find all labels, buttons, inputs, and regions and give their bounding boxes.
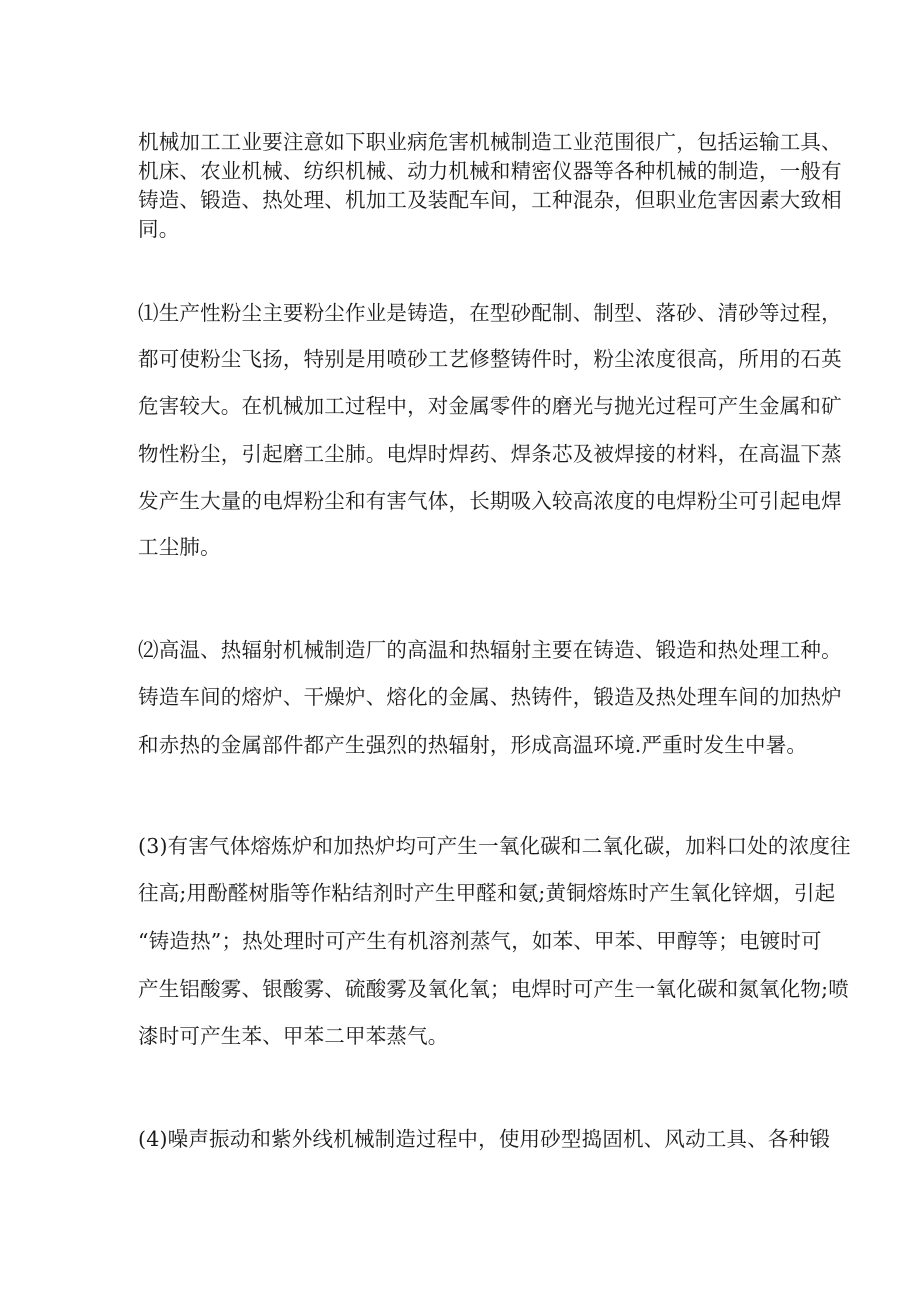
text-line: 和赤热的金属部件都产生强烈的热辐射，形成高温环境.严重时发生中暑。: [138, 733, 808, 757]
text-line: 往高;用酚醛树脂等作粘结剂时产生甲醛和氨;黄铜熔炼时产生氧化锌烟，引起: [138, 881, 836, 905]
text-line: 漆时可产生苯、甲苯二甲苯蒸气。: [138, 1024, 449, 1048]
text-line: 发产生大量的电焊粉尘和有害气体，长期吸入较高浓度的电焊粉尘可引起电焊: [138, 489, 842, 513]
text-line: ⑴生产性粉尘主要粉尘作业是铸造，在型砂配制、制型、落砂、清砂等过程，: [138, 301, 842, 325]
text-line: 物性粉尘，引起磨工尘肺。电焊时焊药、焊条芯及被焊接的材料，在高温下蒸: [138, 442, 842, 466]
text-line: 铸造车间的熔炉、干燥炉、熔化的金属、热铸件，锻造及热处理车间的加热炉: [138, 685, 842, 709]
text-line: (3)有害气体熔炼炉和加热炉均可产生一氧化碳和二氧化碳，加料口处的浓度往: [138, 834, 851, 858]
text-line: 铸造、锻造、热处理、机加工及装配车间，工种混杂，但职业危害因素大致相: [138, 188, 842, 212]
text-line: 同。: [138, 217, 180, 241]
text-line: 危害较大。在机械加工过程中，对金属零件的磨光与抛光过程可产生金属和矿: [138, 394, 842, 418]
text-line: 工尘肺。: [138, 535, 221, 559]
text-line: (4)噪声振动和紫外线机械制造过程中，使用砂型捣固机、风动工具、各种锻: [138, 1127, 831, 1151]
text-line: 产生铝酸雾、银酸雾、硫酸雾及氧化氧；电焊时可产生一氧化碳和氮氧化物;喷: [138, 977, 849, 1001]
text-line: ⑵高温、热辐射机械制造厂的高温和热辐射主要在铸造、锻造和热处理工种。: [138, 638, 842, 662]
text-line: 机械加工工业要注意如下职业病危害机械制造工业范围很广，包括运输工具、: [138, 130, 842, 154]
text-line: 都可使粉尘飞扬，特别是用喷砂工艺修整铸件时，粉尘浓度很高，所用的石英: [138, 347, 842, 371]
text-line: 机床、农业机械、纺织机械、动力机械和精密仪器等各种机械的制造，一般有: [138, 159, 842, 183]
text-line: “铸造热”；热处理时可产生有机溶剂蒸气，如苯、甲苯、甲醇等；电镀时可: [138, 929, 822, 953]
